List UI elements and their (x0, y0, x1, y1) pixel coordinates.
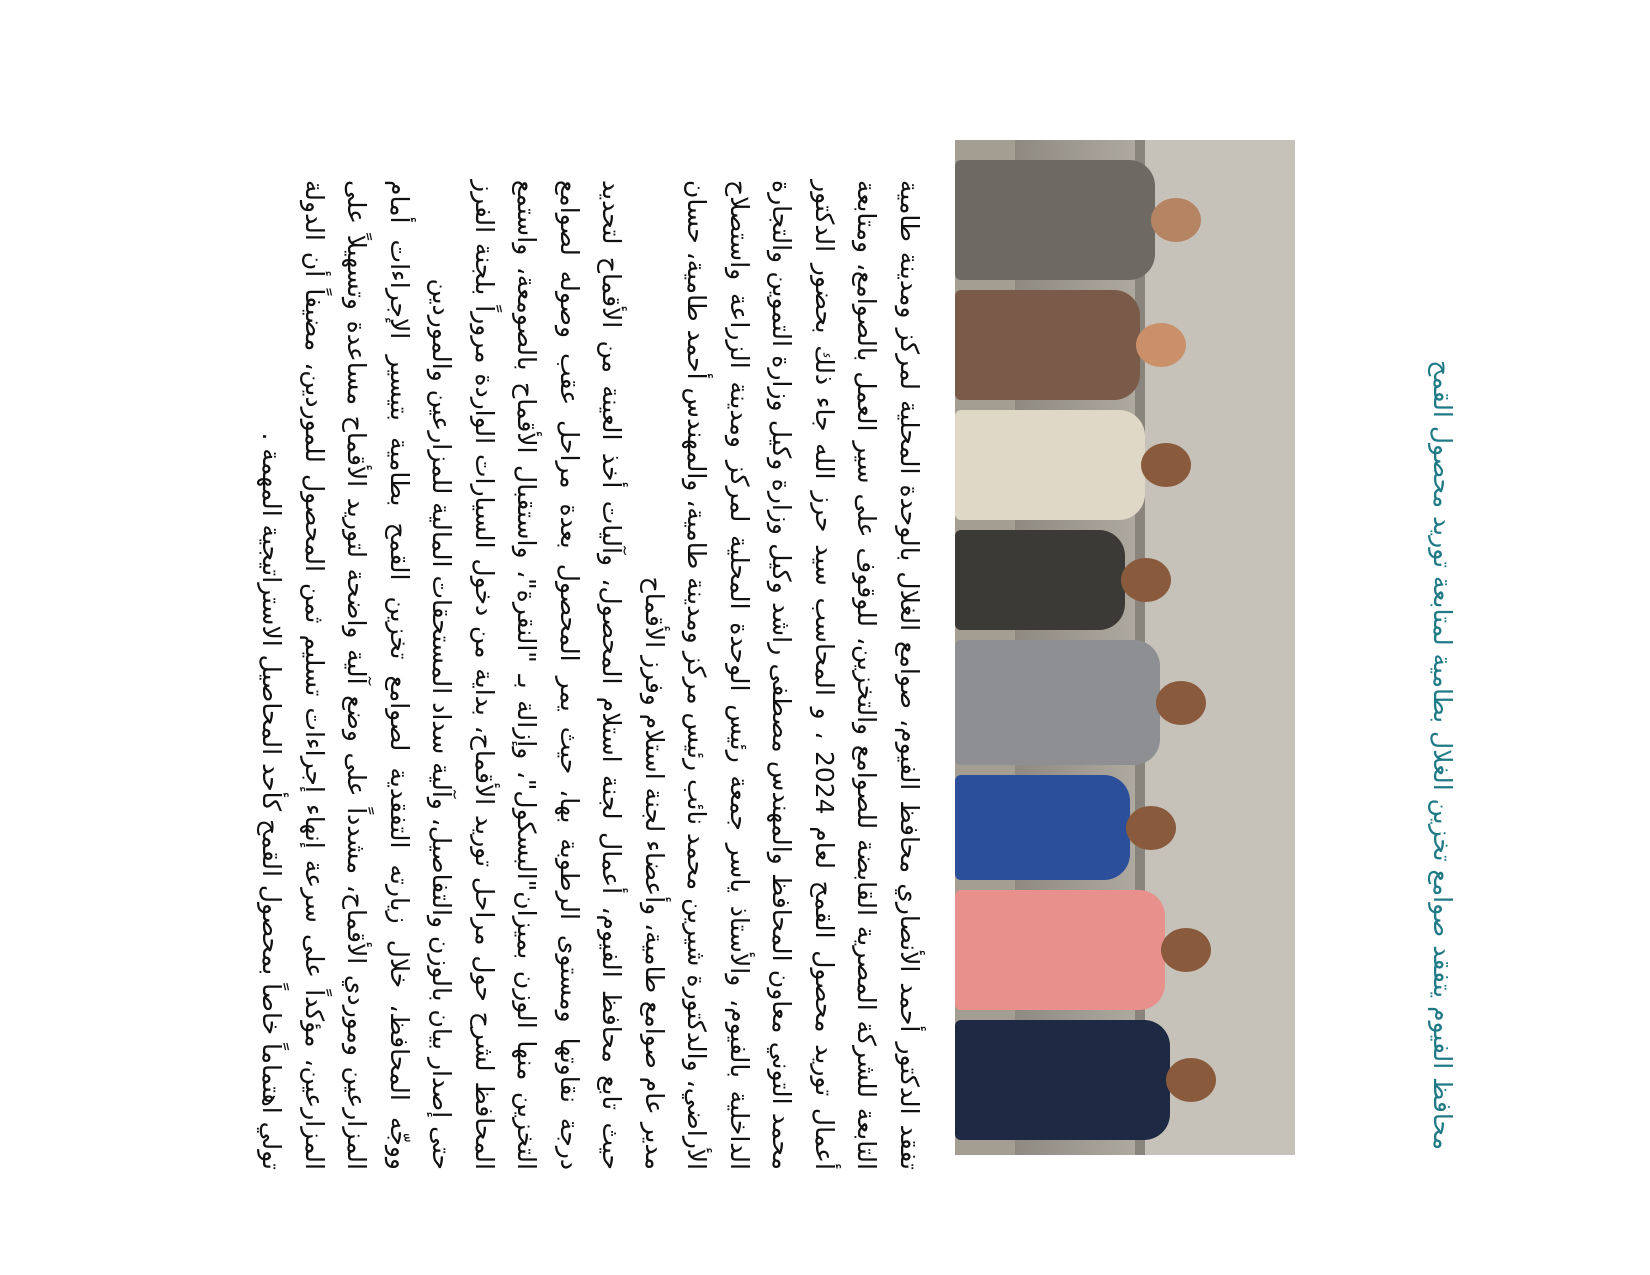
article-paragraph: ووجّه المحافظ، خلال زيارته التفقدية لصوامع تخزين القمح بطامية بتيسير الإجراءات أمام المزارعين وموردي الأقماح، مشدداً على وضع آلية واضحة لتوريد الأقماح مساعدة وتسهيلاً على المزارعين، مؤكداً على سرعة إنهاء إجراءات تسليم ثمن المحصول للموردين، مضيفاً أن الدولة تولي اهتماماً خاصاً بمحصول القمح كأحد المحاصيل الاستراتيجية المهمة . (257, 180, 414, 1170)
photo-person (955, 775, 1130, 880)
article-paragraph: تفقد الدكتور أحمد الأنصاري محافظ الفيوم، صوامع الغلال بالوحدة المحلية لمركز ومدينة طامية التابعة للشركة المصرية القابضة للصوامع والتخزين، للوقوف على سير العمل بالصوامع، ومتابعة أعمال توريد محصول القمح لعام 2024 ، و المحاسب سيد حرز الله جاء ذلك بحضور الدكتور محمد التوني معاون المحافظ والمهندس مصطفى راشد وكيل وزارة وكيل وزارة التموين والتجارة الداخلية بالفيوم، والأستاذ ياسر جمعة رئيس الوحدة المحلية لمركز ومدينة الزراعة واستصلاح الأراضي، والدكتورة شيرين محمد نائب رئيس مركز ومدينة طامية، والمهندس أحمد طامية، حسان مدير عام صوامع طامية، وأعضاء لجنة استلام وفرز الأقماح (640, 180, 924, 1170)
article-body (250, 180, 930, 1170)
photo-person (955, 410, 1145, 520)
photo-background-wall (1145, 140, 1295, 1155)
photo-person (955, 1020, 1170, 1140)
photo-person (955, 530, 1125, 630)
photo-person (955, 890, 1165, 1010)
photo-person (955, 160, 1155, 280)
photo-person (955, 290, 1140, 400)
news-photo (955, 140, 1295, 1155)
photo-person (955, 640, 1160, 765)
article-headline: محافظ الفيوم يتفقد صوامع تخزين الغلال بطامية لمتابعة توريد محصول القمح (1428, 360, 1457, 1150)
article-paragraph: حيث تابع محافظ الفيوم، أعمال لجنة استلام المحصول، وآليات أخذ العينة من الأقماح لتحديد درجة نقاوتها ومستوى الرطوبة بها، حيث يمر المحصول بعدة مراحل عقب وصوله لصوامع التخزين منها الوزن بميزان"البسكول"، وإزالة بـ "النقرة"، واستقبال الأقماح بالصومعة، واستمع المحافظ لشرح حول مراحل توريد الأقماح، بداية من دخول السيارات الواردة مروراً بلجنة الفرز حتى إصدار بيان بالوزن والتفاصيل، وآلية سداد المستحقات المالية للمزارعين والموردين (427, 180, 627, 1170)
